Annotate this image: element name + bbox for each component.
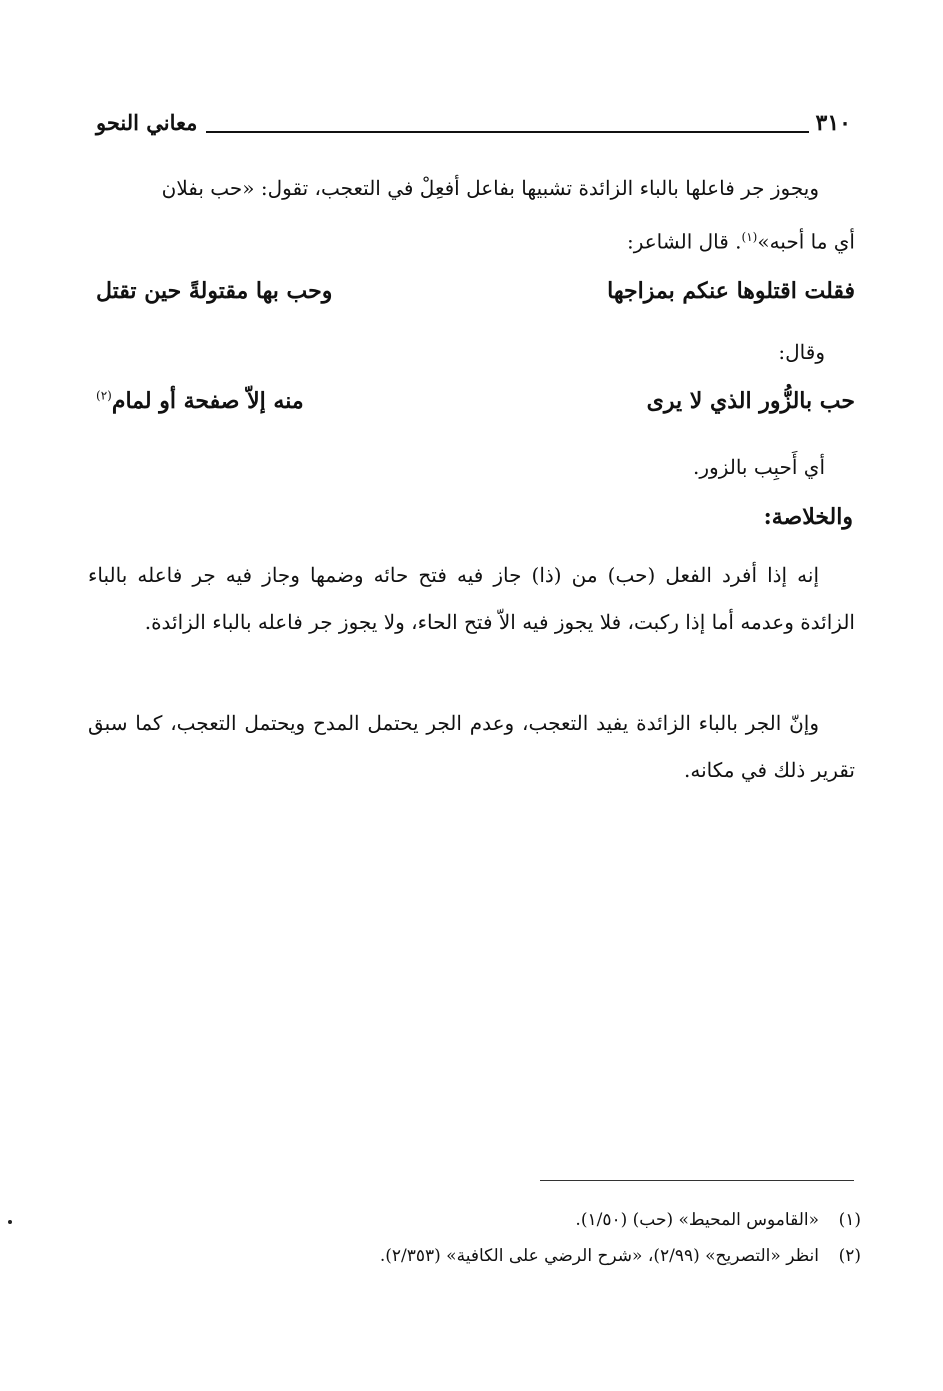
header-rule: [206, 131, 809, 133]
quote-end: أي ما أحبه»: [757, 229, 855, 254]
footnote-1-text: «القاموس المحيط» (حب) (١/٥٠).: [575, 1210, 819, 1230]
paragraph-1-line-2: [88, 213, 855, 267]
paragraph-3-text: وإنّ الجر بالباء الزائدة يفيد التعجب، وعدم الجر يحتمل المدح ويحتمل التعجب، كما سبق تقرير ذلك في مكانه.: [88, 711, 855, 782]
paragraph-1: [88, 164, 855, 267]
footnote-2-number: (٢): [838, 1246, 861, 1266]
running-title: معاني النحو: [96, 110, 198, 135]
gloss-line: أي أَحبِب بالزور.: [693, 455, 825, 479]
scan-speck: [8, 1220, 12, 1224]
verse-2-hemistich-right: حب بالزُّور الذي لا يرى: [646, 388, 855, 414]
verse-1-hemistich-left: وحب بها مقتولةً حين تقتل: [96, 278, 333, 304]
said-line: وقال:: [778, 340, 825, 364]
footnote-rule: [540, 1180, 854, 1181]
verse-1-hemistich-right: فقلت اقتلوها عنكم بمزاجها: [607, 278, 855, 304]
paragraph-2: [88, 552, 855, 646]
poet-intro: . قال الشاعر:: [626, 229, 742, 254]
footnote-2: [380, 1246, 861, 1266]
paragraph-3: [88, 700, 855, 794]
footnote-1-number: (١): [838, 1210, 861, 1230]
footnote-1: [575, 1210, 861, 1230]
paragraph-2-text: إنه إذا أفرد الفعل (حب) من (ذا) جاز فيه فتح حائه وضمها وجاز فيه جر فاعله بالباء الزائدة وعدمه أما إذا ركبت، فلا يجوز فيه الاّ فتح الحاء، ولا يجوز جر فاعله بالباء الزائدة.: [88, 563, 855, 634]
footnote-2-text: انظر «التصريح» (٢/٩٩)، «شرح الرضي على الكافية» (٢/٣٥٣).: [379, 1246, 819, 1266]
summary-heading: والخلاصة:: [763, 504, 853, 530]
verse-2-hemistich-left: [96, 388, 304, 414]
footnote-ref-2[interactable]: (٢): [96, 388, 112, 403]
footnote-ref-1[interactable]: (١): [741, 230, 758, 244]
verse-2-text: منه إلاّ صفحة أو لمام: [111, 388, 304, 414]
page-number: ٣١٠: [815, 110, 851, 136]
paragraph-1-line-1: ويجوز جر فاعلها بالباء الزائدة تشبيها بفاعل أفعِلْ في التعجب، تقول: «حب بفلان: [161, 176, 819, 200]
